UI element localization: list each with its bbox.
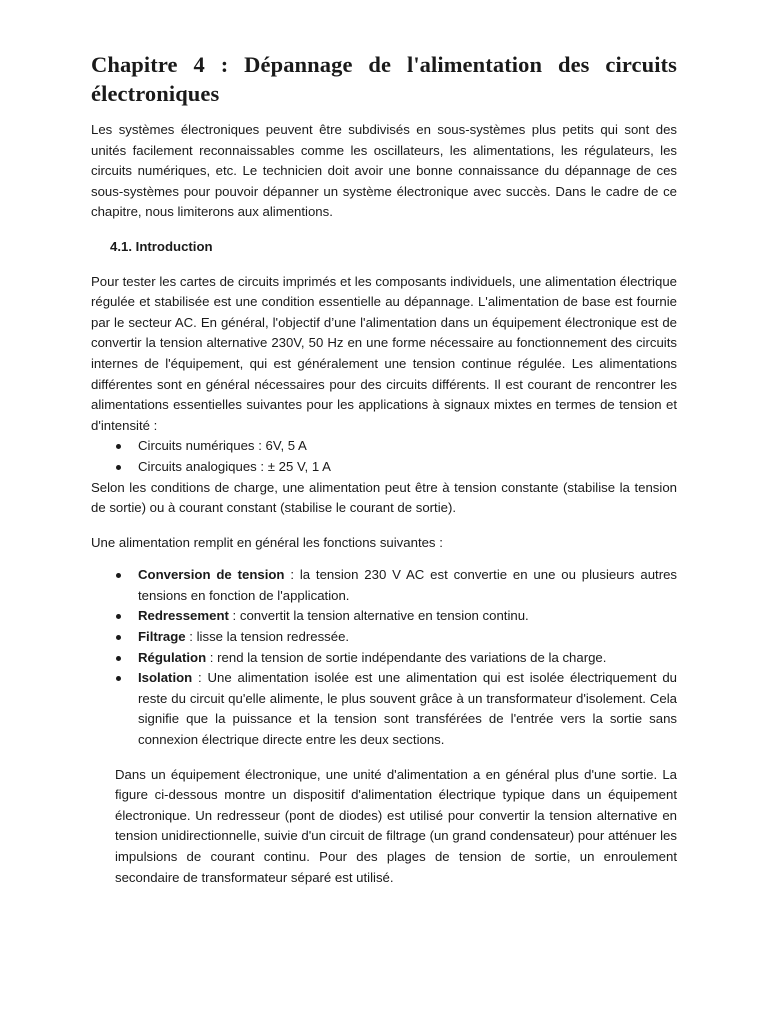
charge-paragraph: Selon les conditions de charge, une alimentation peut être à tension constante (stabilise la tension de sortie) ou à courant constant (stabilise le courant de sortie). xyxy=(91,479,677,516)
closing-block xyxy=(91,765,677,889)
functions-intro: Une alimentation remplit en général les fonctions suivantes : xyxy=(91,534,443,550)
list-item: Circuits analogiques : ± 25 V, 1 A xyxy=(91,457,677,478)
list-item xyxy=(91,606,677,627)
list-item xyxy=(91,668,677,750)
closing-paragraph: Dans un équipement électronique, une unité d'alimentation a en général plus d'une sortie. La figure ci-dessous montre un dispositif d'alimentation électrique typique dans un équipement électronique. Un redresseur (pont de diodes) est utilisé pour convertir la tension alternative en tension unidirectionnelle, suivie d'un circuit de filtrage (un grand condensateur) pour atténuer les impulsions de courant continu. Pour des plages de tension de sortie, un enroulement secondaire de transformateur séparé est utilisé. xyxy=(115,766,677,885)
functions-list xyxy=(91,565,677,750)
intro-paragraph: Les systèmes électroniques peuvent être subdivisés en sous-systèmes plus petits qui sont des unités facilement reconnaissables comme les oscillateurs, les alimentations, les régulateurs, les circuits numériques, etc. Le technicien doit avoir une bonne connaissance du dépannage de ces sous-systèmes pour pouvoir dépanner un système électronique avec succès. Dans le cadre de ce chapitre, nous limiterons aux alimentions. xyxy=(91,122,677,220)
section-heading: 4.1. Introduction xyxy=(110,238,213,254)
function-desc: : Une alimentation isolée est une alimentation qui est isolée électriquement du reste du circuit qu'elle alimente, le plus souvent grâce à un transformateur d'isolement. Cela signifie que la puissance et la tension sont transférées de l'entrée vers la sortie sans connexion électrique directe entre les deux sections. xyxy=(138,670,677,748)
function-term: Redressement xyxy=(138,608,229,624)
function-desc: : lisse la tension redressée. xyxy=(185,629,350,645)
function-term: Filtrage xyxy=(138,629,186,645)
section-paragraph: Pour tester les cartes de circuits imprimés et les composants individuels, une alimentation électrique régulée et stabilisée est une condition essentielle au dépannage. L'alimentation de base est fournie par le secteur AC. En général, l'objectif d’une l'alimentation dans un équipement électronique est de convertir la tension alternative 230V, 50 Hz en une forme nécessaire au fonctionnement des circuits internes de l'équipement, qui est généralement une tension continue régulée. Les alimentations différentes sont en général nécessaires pour des circuits différents. Il est courant de rencontrer les alimentations essentielles suivantes pour les applications à signaux mixtes en termes de tension et d'intensité : xyxy=(91,273,677,433)
list-item xyxy=(91,648,677,669)
document-page xyxy=(91,50,677,888)
supply-list xyxy=(91,436,677,477)
function-term: Conversion de tension xyxy=(138,567,285,583)
function-term: Régulation xyxy=(138,649,207,665)
function-desc: : convertit la tension alternative en tension continu. xyxy=(228,608,529,624)
chapter-title: Chapitre 4 : Dépannage de l'alimentation des circuits électroniques xyxy=(91,52,677,106)
list-item xyxy=(91,565,677,606)
function-desc: : la tension 230 V AC est convertie en une ou plusieurs autres tensions en fonction de l'application. xyxy=(138,567,678,603)
list-item: Circuits numériques : 6V, 5 A xyxy=(91,436,677,457)
function-term: Isolation xyxy=(138,670,193,686)
function-desc: : rend la tension de sortie indépendante des variations de la charge. xyxy=(206,649,607,665)
list-item xyxy=(91,627,677,648)
